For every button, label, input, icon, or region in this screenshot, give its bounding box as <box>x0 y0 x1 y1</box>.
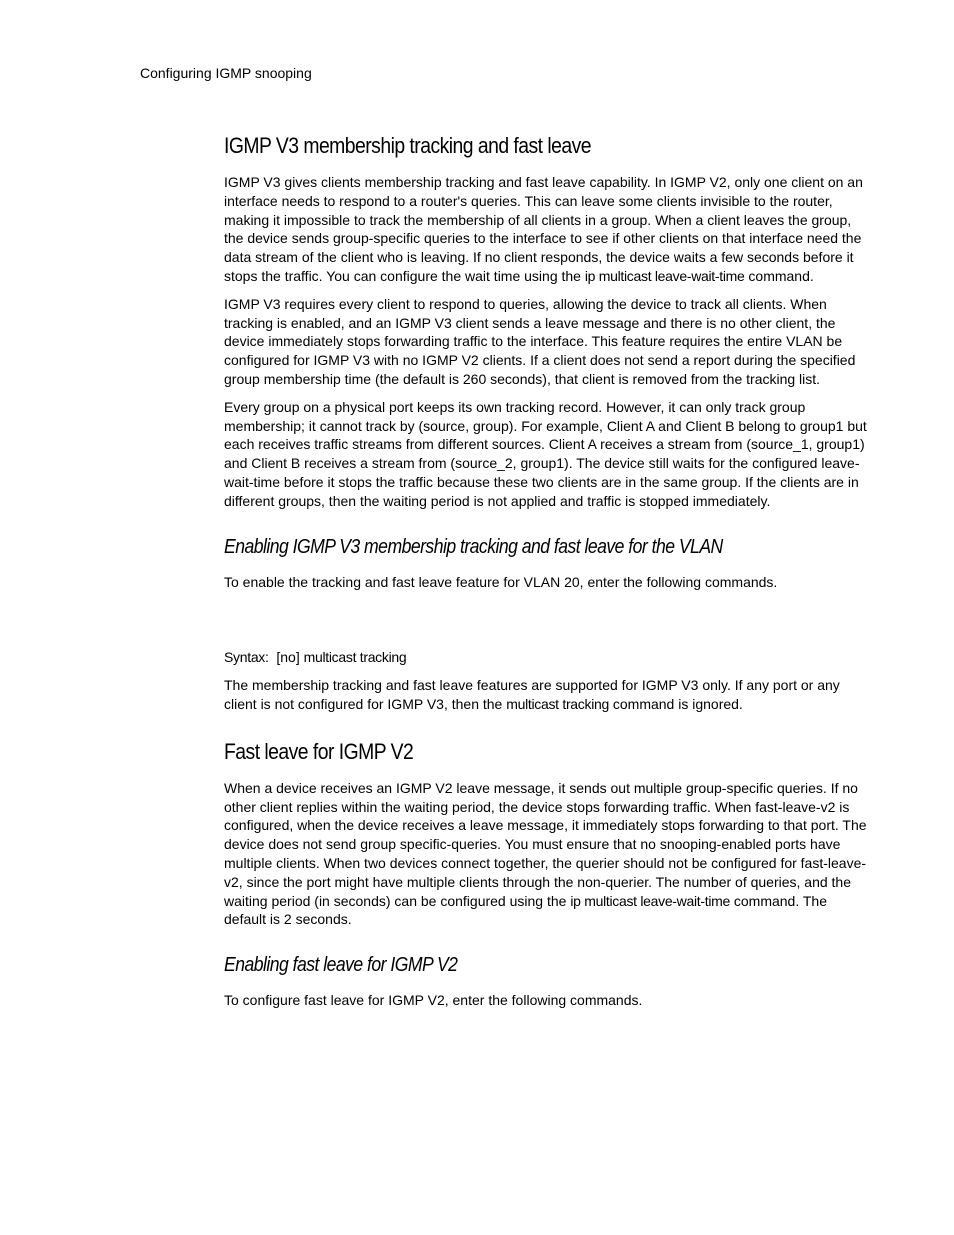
paragraph-text: command. <box>744 267 814 284</box>
syntax-line <box>224 648 869 667</box>
paragraph-text: command is ignored. <box>608 695 743 712</box>
subsection-heading-enable-fast-leave-v2: Enabling fast leave for IGMP V2 <box>224 954 458 977</box>
paragraph-text: The membership tracking and fast leave features are supported for IGMP V3 only. If any port or any client is not configured for IGMP V3, then the <box>224 677 840 712</box>
paragraph-text: IGMP V3 gives clients membership tracking and fast leave capability. In IGMP V2, only one client on an interface needs to respond to a router's queries. This can leave some clients invisible to the router, making it impossible to track the membership of all clients in a group. When a client leaves the group, the device sends group-specific queries to the interface to see if other clients on that interface need the data stream of the client who is leaving. If no client responds, the device waits a few seconds before it stops the traffic. You can configure the wait time using the <box>224 174 863 284</box>
running-header: Configuring IGMP snooping <box>140 65 312 81</box>
paragraph: IGMP V3 requires every client to respond to queries, allowing the device to track all clients. When tracking is enabled, and an IGMP V3 client sends a leave message and there is no other client, the device immediately stops forwarding traffic to the interface. This feature requires the entire VLAN be configured for IGMP V3 with no IGMP V2 clients. If a client does not send a report during the specified group membership time (the default is 260 seconds), that client is removed from the tracking list. <box>224 295 856 387</box>
section-heading-igmp-v3-tracking: IGMP V3 membership tracking and fast leave <box>224 133 592 158</box>
paragraph-text: command. The default is 2 seconds. <box>224 892 827 928</box>
document-body <box>224 133 869 1019</box>
paragraph <box>224 779 869 929</box>
command-example-placeholder <box>224 600 869 648</box>
paragraph: Every group on a physical port keeps its own tracking record. However, it can only track group membership; it cannot track by (source, group). For example, Client A and Client B belong to group1 but each receives traffic streams from different sources. Client A receives a stream from (source_1, group1) and Client B receives a stream from (source_2, group1). The device still waits for the configured leave-wait-time before it stops the traffic because these two clients are in the same group. If the clients are in different groups, then the waiting period is not applied and traffic is stopped immediately. <box>224 398 867 509</box>
syntax-label: Syntax: <box>224 649 269 666</box>
paragraph <box>224 173 869 286</box>
paragraph <box>224 676 869 714</box>
paragraph-text: When a device receives an IGMP V2 leave message, it sends out multiple group-specific queries. If no other client replies within the waiting period, the device stops forwarding traffic. When fast-leave-v2 is configured, when the device receives a leave message, it immediately stops forwarding to that port. The device does not send group specific-queries. You must ensure that no snooping-enabled ports have multiple clients. When two devices connect together, the querier should not be configured for fast-leave-v2, since the port might have multiple clients through the non-querier. The number of queries, and the waiting period (in seconds) can be configured using the <box>224 779 867 909</box>
paragraph: To configure fast leave for IGMP V2, enter the following commands. <box>224 992 643 1009</box>
command-name: multicast tracking <box>303 649 407 666</box>
paragraph: To enable the tracking and fast leave feature for VLAN 20, enter the following commands. <box>224 573 778 590</box>
command-name: multicast tracking <box>506 695 609 712</box>
syntax-option: [no] <box>268 649 304 666</box>
section-heading-fast-leave-v2: Fast leave for IGMP V2 <box>224 738 414 764</box>
subsection-heading-enable-tracking-vlan: Enabling IGMP V3 membership tracking and fast leave for the VLAN <box>224 535 723 558</box>
command-name: ip multicast leave-wait-time <box>570 892 730 909</box>
command-name: ip multicast leave-wait-time <box>584 267 745 284</box>
